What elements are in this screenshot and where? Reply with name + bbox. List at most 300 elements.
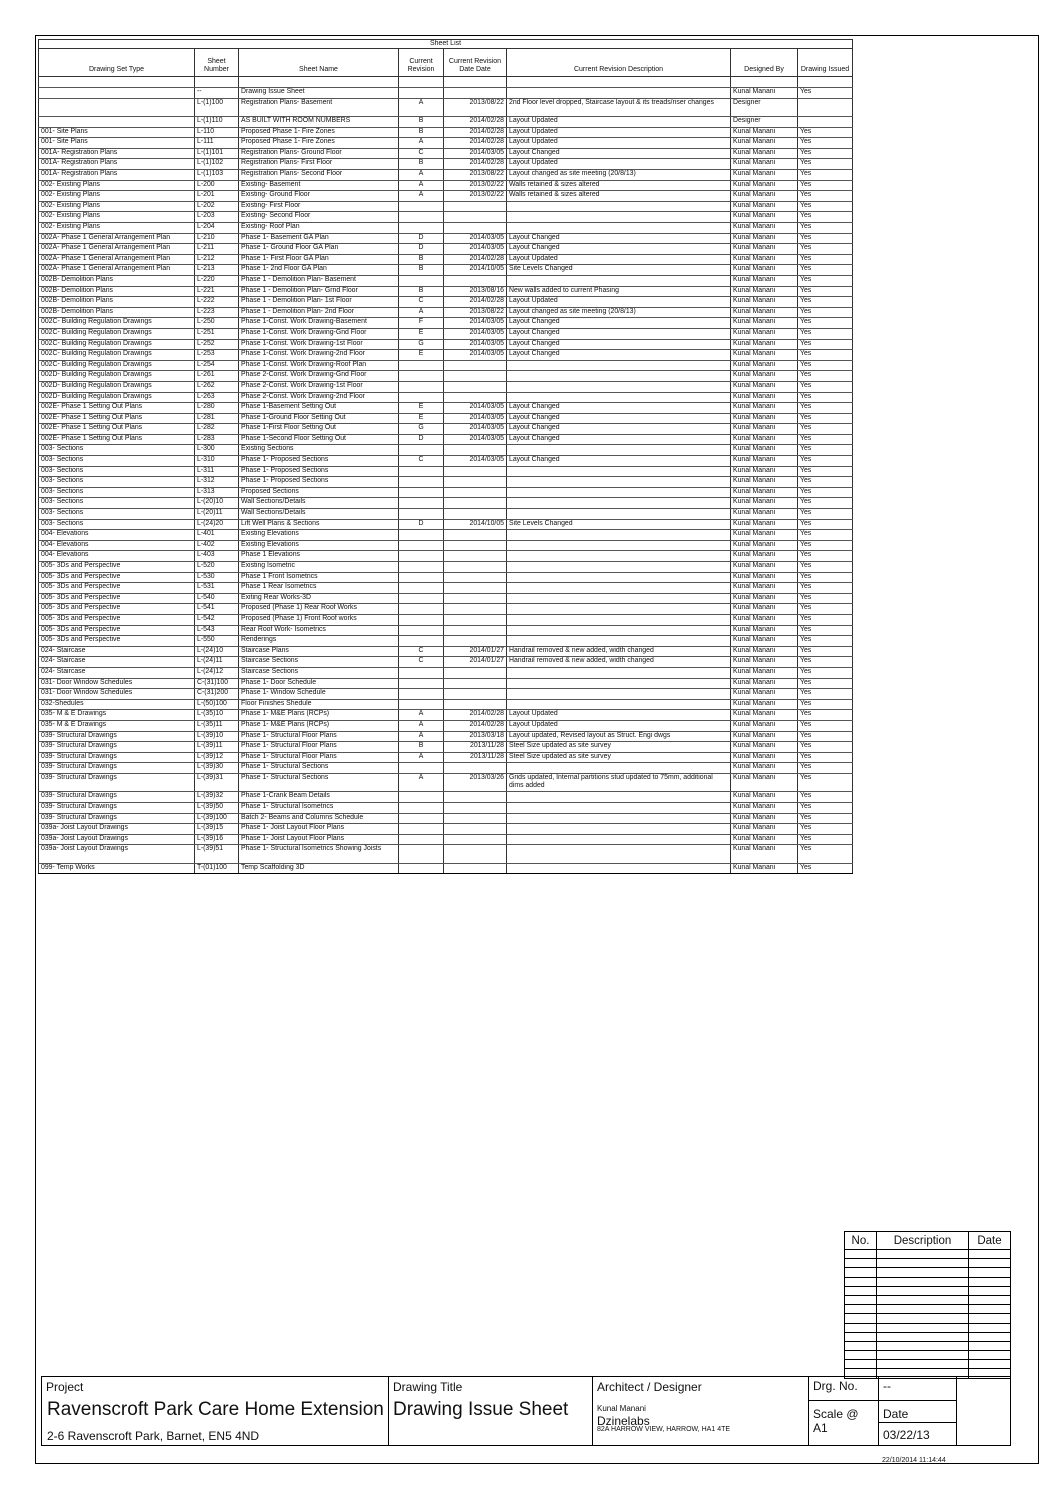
sheet-number-cell: L-220: [195, 275, 239, 286]
project-cell: [42, 1377, 389, 1445]
drawing-set-type-cell: 001A- Registration Plans: [39, 170, 195, 181]
drawing-issued-cell: Yes: [798, 318, 853, 329]
architect-firm: Dzinelabs: [597, 1414, 650, 1428]
designed-by-cell: Kunal Manani: [731, 625, 798, 636]
sheet-name-cell: Phase 1-Const. Work Drawing-Basement: [239, 318, 399, 329]
designed-by-cell: Kunal Manani: [731, 834, 798, 845]
designed-by-cell: Kunal Manani: [731, 170, 798, 181]
current-revision-cell: [399, 802, 444, 813]
designed-by-cell: Kunal Manani: [731, 445, 798, 456]
sheet-name-cell: Registration Plans- Second Floor: [239, 170, 399, 181]
sheet-number-cell: L-(1)101: [195, 148, 239, 159]
sheet-number-cell: L-110: [195, 127, 239, 138]
revision-description-cell: Layout updated, Revised layout as Struct. Engi dwgs: [507, 731, 731, 742]
table-row: [39, 350, 853, 361]
table-row: [39, 360, 853, 371]
drawing-issued-cell: Yes: [798, 127, 853, 138]
revision-description-cell: Layout Changed: [507, 318, 731, 329]
revision-description-cell: [507, 824, 731, 835]
drawing-set-type-cell: 001- Site Plans: [39, 127, 195, 138]
sheet-name-cell: Phase 1- M&E Plans (RCPs): [239, 710, 399, 721]
drawing-issued-cell: Yes: [798, 530, 853, 541]
spacer-row: [39, 77, 853, 88]
current-revision-cell: E: [399, 403, 444, 414]
drawing-set-type-cell: 039- Structural Drawings: [39, 773, 195, 792]
revision-cell: [845, 1314, 877, 1323]
revision-date-cell: [444, 792, 507, 803]
sheet-name-cell: Batch 2- Beams and Columns Schedule: [239, 813, 399, 824]
revision-cell: [969, 1277, 1011, 1286]
revision-date-cell: [444, 699, 507, 710]
revision-description-cell: Layout Changed: [507, 403, 731, 414]
revision-cell: [877, 1305, 969, 1314]
revision-date-cell: 2014/02/28: [444, 297, 507, 308]
designed-by-cell: Kunal Manani: [731, 350, 798, 361]
drawing-issued-cell: Yes: [798, 636, 853, 647]
drawing-issued-cell: Yes: [798, 863, 853, 874]
sheet-name-cell: Phase 1- Proposed Sections: [239, 466, 399, 477]
table-row: [39, 824, 853, 835]
scale-label: Scale @ A1: [809, 1401, 879, 1445]
sheet-name-cell: Registration Plans- First Floor: [239, 159, 399, 170]
revision-description-cell: [507, 87, 731, 98]
sheet-number-cell: L-(20)11: [195, 509, 239, 520]
revision-date-cell: 2014/03/05: [444, 413, 507, 424]
revision-date-cell: 2014/02/28: [444, 710, 507, 721]
drawing-issued-cell: Yes: [798, 625, 853, 636]
current-revision-cell: [399, 667, 444, 678]
current-revision-cell: C: [399, 657, 444, 668]
sheet-number-cell: L-210: [195, 233, 239, 244]
revision-row: [845, 1286, 1011, 1295]
sheet-name-cell: Phase 1-Basement Setting Out: [239, 403, 399, 414]
revision-description-cell: Site Levels Changed: [507, 519, 731, 530]
drawing-issued-cell: Yes: [798, 572, 853, 583]
drawing-issued-cell: Yes: [798, 275, 853, 286]
revision-description-cell: Layout Changed: [507, 328, 731, 339]
drawing-issued-cell: Yes: [798, 87, 853, 98]
drawing-issued-cell: Yes: [798, 813, 853, 824]
revision-date-cell: [444, 604, 507, 615]
revision-date-cell: 2013/02/22: [444, 180, 507, 191]
drawing-issued-cell: Yes: [798, 689, 853, 700]
drawing-set-type-cell: 005- 3Ds and Perspective: [39, 562, 195, 573]
revision-description-header: Current Revision Description: [507, 49, 731, 77]
table-row: [39, 583, 853, 594]
table-row: [39, 434, 853, 445]
sheet-number-cell: L-(24)10: [195, 646, 239, 657]
revision-cell: [969, 1332, 1011, 1341]
sheet-number-cell: L-204: [195, 223, 239, 234]
current-revision-cell: E: [399, 328, 444, 339]
designed-by-cell: Kunal Manani: [731, 646, 798, 657]
current-revision-cell: G: [399, 339, 444, 350]
drawing-set-type-cell: 002A- Phase 1 General Arrangement Plan: [39, 254, 195, 265]
sheet-list-title: Sheet List: [39, 40, 853, 49]
drawing-issued-cell: Yes: [798, 212, 853, 223]
revision-date-cell: 2013/11/28: [444, 752, 507, 763]
drawing-issued-cell: Yes: [798, 201, 853, 212]
sheet-number-cell: L-(39)12: [195, 752, 239, 763]
sheet-number-cell: L-543: [195, 625, 239, 636]
revision-date-cell: 2014/03/05: [444, 339, 507, 350]
drawing-issued-cell: Yes: [798, 286, 853, 297]
designed-by-header: Designed By: [731, 49, 798, 77]
revision-description-cell: [507, 614, 731, 625]
table-row: [39, 646, 853, 657]
sheet-name-cell: Phase 1 - Demolition Plan- 1st Floor: [239, 297, 399, 308]
revision-description-cell: [507, 540, 731, 551]
designed-by-cell: Kunal Manani: [731, 487, 798, 498]
revision-description-header: Description: [877, 1232, 969, 1250]
sheet-number-cell: L-(1)100: [195, 98, 239, 117]
table-row: [39, 392, 853, 403]
drawing-issued-cell: Yes: [798, 720, 853, 731]
sheet-name-cell: Phase 1- Structural Isometrics Showing Joists: [239, 845, 399, 864]
designed-by-cell: Kunal Manani: [731, 802, 798, 813]
drawing-set-type-cell: [39, 87, 195, 98]
revision-description-cell: Walls retained & sizes altered: [507, 180, 731, 191]
sheet-number-cell: L-313: [195, 487, 239, 498]
revision-row: [845, 1277, 1011, 1286]
designed-by-cell: Kunal Manani: [731, 148, 798, 159]
revision-row: [845, 1332, 1011, 1341]
current-revision-cell: [399, 381, 444, 392]
revision-cell: [877, 1351, 969, 1360]
table-row: [39, 98, 853, 117]
revision-date-cell: [444, 763, 507, 774]
revision-description-cell: [507, 689, 731, 700]
sheet-name-cell: Phase 1-Const. Work Drawing-2nd Floor: [239, 350, 399, 361]
sheet-name-cell: AS BUILT WITH ROOM NUMBERS: [239, 117, 399, 128]
drawing-set-type-cell: 024- Staircase: [39, 646, 195, 657]
drawing-issued-cell: Yes: [798, 509, 853, 520]
current-revision-cell: A: [399, 752, 444, 763]
drawing-set-type-cell: 039- Structural Drawings: [39, 763, 195, 774]
sheet-number-cell: L-222: [195, 297, 239, 308]
revision-date-cell: 2014/02/28: [444, 254, 507, 265]
sheet-name-cell: Existing- Roof Plan: [239, 223, 399, 234]
table-row: [39, 159, 853, 170]
table-row: [39, 742, 853, 753]
designed-by-cell: Kunal Manani: [731, 699, 798, 710]
revision-date-cell: 2014/03/05: [444, 456, 507, 467]
drawing-set-type-cell: 039- Structural Drawings: [39, 802, 195, 813]
sheet-name-cell: Phase 1-First Floor Setting Out: [239, 424, 399, 435]
drawing-issued-cell: Yes: [798, 307, 853, 318]
revision-description-cell: [507, 834, 731, 845]
revision-description-cell: Steel Size updated as site survey: [507, 742, 731, 753]
revision-description-cell: [507, 792, 731, 803]
current-revision-cell: C: [399, 456, 444, 467]
revision-description-cell: [507, 360, 731, 371]
revision-date-cell: 2014/02/28: [444, 720, 507, 731]
table-row: [39, 551, 853, 562]
sheet-number-cell: L-201: [195, 191, 239, 202]
table-row: [39, 625, 853, 636]
sheet-number-cell: L-(39)51: [195, 845, 239, 864]
sheet-number-cell: L-(39)31: [195, 773, 239, 792]
revision-date-cell: 2014/03/05: [444, 424, 507, 435]
sheet-number-cell: L-(39)30: [195, 763, 239, 774]
revision-description-cell: Layout Changed: [507, 424, 731, 435]
table-row: [39, 699, 853, 710]
sheet-name-cell: Phase 1- Proposed Sections: [239, 477, 399, 488]
current-revision-cell: B: [399, 159, 444, 170]
drawing-set-type-cell: 002C- Building Regulation Drawings: [39, 360, 195, 371]
current-revision-cell: D: [399, 519, 444, 530]
revision-date-cell: 2013/11/28: [444, 742, 507, 753]
drawing-issued-cell: Yes: [798, 604, 853, 615]
drawing-set-type-cell: 099- Temp Works: [39, 863, 195, 874]
revision-cell: [969, 1341, 1011, 1350]
revision-description-cell: Layout Updated: [507, 254, 731, 265]
revision-date-cell: [444, 562, 507, 573]
current-revision-cell: [399, 593, 444, 604]
current-revision-cell: [399, 699, 444, 710]
revision-description-cell: [507, 583, 731, 594]
sheet-name-cell: Phase 1- M&E Plans (RCPs): [239, 720, 399, 731]
drawing-set-type-cell: 004- Elevations: [39, 551, 195, 562]
sheet-number-cell: L-(20)10: [195, 498, 239, 509]
drawing-set-type-cell: 002E- Phase 1 Setting Out Plans: [39, 413, 195, 424]
drawing-set-type-cell: 002C- Building Regulation Drawings: [39, 339, 195, 350]
revision-description-cell: [507, 802, 731, 813]
designed-by-cell: Kunal Manani: [731, 254, 798, 265]
drawing-issued-cell: Yes: [798, 244, 853, 255]
drawing-set-type-cell: 004- Elevations: [39, 540, 195, 551]
drawing-set-type-cell: 002C- Building Regulation Drawings: [39, 350, 195, 361]
print-timestamp: 22/10/2014 11:14:44: [882, 1457, 946, 1464]
table-row: [39, 845, 853, 864]
revision-description-cell: Layout Updated: [507, 138, 731, 149]
project-address: 2-6 Ravenscroft Park, Barnet, EN5 4ND: [47, 1429, 260, 1443]
current-revision-cell: A: [399, 180, 444, 191]
revision-date-cell: [444, 593, 507, 604]
table-row: [39, 792, 853, 803]
revision-date-cell: [444, 572, 507, 583]
revision-cell: [877, 1277, 969, 1286]
drawing-issued-cell: [798, 98, 853, 117]
table-row: [39, 445, 853, 456]
revision-description-cell: [507, 551, 731, 562]
table-row: [39, 339, 853, 350]
designed-by-cell: Kunal Manani: [731, 678, 798, 689]
project-name: Ravenscroft Park Care Home Extension: [47, 1399, 384, 1420]
revision-description-cell: Layout changed as site meeting (20/8/13): [507, 307, 731, 318]
current-revision-cell: [399, 834, 444, 845]
revision-description-cell: Handrail removed & new added, width changed: [507, 646, 731, 657]
drawing-issued-header: Drawing Issued: [798, 49, 853, 77]
current-revision-cell: C: [399, 148, 444, 159]
revision-cell: [969, 1305, 1011, 1314]
sheet-number-cell: L-530: [195, 572, 239, 583]
revision-cell: [877, 1341, 969, 1350]
drawing-issued-cell: Yes: [798, 265, 853, 276]
designed-by-cell: Kunal Manani: [731, 773, 798, 792]
revision-row: [845, 1305, 1011, 1314]
designed-by-cell: Kunal Manani: [731, 371, 798, 382]
drawing-issued-cell: Yes: [798, 792, 853, 803]
sheet-number-cell: --: [195, 87, 239, 98]
sheet-name-cell: Phase 1- Joist Layout Floor Plans: [239, 824, 399, 835]
current-revision-header: Current Revision: [399, 49, 444, 77]
table-row: [39, 540, 853, 551]
table-row: [39, 318, 853, 329]
drawing-issued-cell: Yes: [798, 138, 853, 149]
drawing-set-type-cell: 002C- Building Regulation Drawings: [39, 318, 195, 329]
date-label: Date: [879, 1401, 957, 1423]
current-revision-cell: [399, 360, 444, 371]
sheet-name-cell: Renderings: [239, 636, 399, 647]
sheet-name-cell: Existing- Second Floor: [239, 212, 399, 223]
revision-date-cell: [444, 667, 507, 678]
current-revision-cell: [399, 223, 444, 234]
current-revision-cell: C: [399, 646, 444, 657]
drawing-set-type-cell: 002D- Building Regulation Drawings: [39, 371, 195, 382]
drawing-set-type-cell: 002- Existing Plans: [39, 223, 195, 234]
drawing-issued-cell: Yes: [798, 593, 853, 604]
designed-by-cell: Kunal Manani: [731, 413, 798, 424]
revision-date-cell: [444, 802, 507, 813]
revision-description-cell: [507, 445, 731, 456]
current-revision-cell: A: [399, 731, 444, 742]
drawing-set-type-cell: 032-Shedules: [39, 699, 195, 710]
drawing-set-type-cell: 002- Existing Plans: [39, 191, 195, 202]
drawing-issued-cell: Yes: [798, 170, 853, 181]
sheet-number-cell: L-542: [195, 614, 239, 625]
drawing-issued-cell: Yes: [798, 667, 853, 678]
current-revision-cell: B: [399, 127, 444, 138]
designed-by-cell: Kunal Manani: [731, 742, 798, 753]
revision-description-cell: [507, 530, 731, 541]
designed-by-cell: Kunal Manani: [731, 720, 798, 731]
table-row: [39, 614, 853, 625]
revision-description-cell: Layout Updated: [507, 720, 731, 731]
sheet-number-cell: L-(39)15: [195, 824, 239, 835]
table-row: [39, 802, 853, 813]
revision-description-cell: [507, 636, 731, 647]
table-row: [39, 530, 853, 541]
revision-date-cell: [444, 678, 507, 689]
sheet-name-cell: Phase 1 - Demolition Plan- 2nd Floor: [239, 307, 399, 318]
sheet-number-cell: L-(39)32: [195, 792, 239, 803]
revision-date-cell: 2014/03/05: [444, 233, 507, 244]
drawing-set-type-cell: 001A- Registration Plans: [39, 148, 195, 159]
drawing-issued-cell: Yes: [798, 845, 853, 864]
designed-by-cell: Kunal Manani: [731, 813, 798, 824]
designed-by-cell: Kunal Manani: [731, 307, 798, 318]
designed-by-cell: Kunal Manani: [731, 530, 798, 541]
designed-by-cell: Kunal Manani: [731, 551, 798, 562]
drawing-set-type-cell: 005- 3Ds and Perspective: [39, 636, 195, 647]
revision-date-cell: [444, 275, 507, 286]
drawing-issued-cell: Yes: [798, 699, 853, 710]
current-revision-cell: B: [399, 742, 444, 753]
drawing-set-type-cell: 003- Sections: [39, 445, 195, 456]
current-revision-cell: [399, 371, 444, 382]
drawing-issued-cell: Yes: [798, 223, 853, 234]
revision-date-cell: [444, 614, 507, 625]
designed-by-cell: Designer: [731, 98, 798, 117]
current-revision-cell: A: [399, 307, 444, 318]
current-revision-cell: E: [399, 413, 444, 424]
current-revision-cell: [399, 392, 444, 403]
revision-date-cell: 2014/01/27: [444, 657, 507, 668]
revision-cell: [877, 1268, 969, 1277]
table-row: [39, 604, 853, 615]
revision-row: [845, 1341, 1011, 1350]
table-row: [39, 233, 853, 244]
table-row: [39, 223, 853, 234]
revision-cell: [845, 1360, 877, 1369]
drawing-issued-cell: Yes: [798, 434, 853, 445]
sheet-name-cell: Proposed (Phase 1) Rear Roof Works: [239, 604, 399, 615]
table-row: [39, 689, 853, 700]
current-revision-cell: [399, 445, 444, 456]
revision-date-cell: [444, 530, 507, 541]
drawing-issued-cell: Yes: [798, 487, 853, 498]
current-revision-cell: [399, 275, 444, 286]
revision-date-cell: [444, 824, 507, 835]
revision-description-cell: [507, 678, 731, 689]
drawing-set-type-cell: 005- 3Ds and Perspective: [39, 625, 195, 636]
table-row: [39, 371, 853, 382]
table-row: [39, 328, 853, 339]
revision-description-cell: [507, 813, 731, 824]
title-block: [41, 1376, 1011, 1446]
drawing-set-type-cell: 002- Existing Plans: [39, 180, 195, 191]
revision-date-cell: [444, 466, 507, 477]
drawing-set-type-cell: [39, 98, 195, 117]
designed-by-cell: Kunal Manani: [731, 466, 798, 477]
revision-date-cell: [444, 223, 507, 234]
drawing-issued-cell: Yes: [798, 381, 853, 392]
drawing-set-type-cell: 039- Structural Drawings: [39, 742, 195, 753]
revision-description-cell: [507, 625, 731, 636]
drawing-set-type-cell: 039a- Joist Layout Drawings: [39, 824, 195, 835]
designed-by-cell: Kunal Manani: [731, 328, 798, 339]
drawing-set-type-cell: 035- M & E Drawings: [39, 720, 195, 731]
revision-row: [845, 1314, 1011, 1323]
sheet-number-cell: L-(39)11: [195, 742, 239, 753]
revision-description-cell: [507, 371, 731, 382]
architect-label: Architect / Designer: [597, 1380, 702, 1394]
revision-description-cell: [507, 604, 731, 615]
table-row: [39, 424, 853, 435]
drawing-issued-cell: Yes: [798, 657, 853, 668]
revision-date-cell: [444, 863, 507, 874]
table-row: [39, 403, 853, 414]
revision-date-cell: 2014/10/05: [444, 519, 507, 530]
designed-by-cell: Kunal Manani: [731, 180, 798, 191]
revision-date-cell: [444, 487, 507, 498]
sheet-name-cell: Phase 1- Joist Layout Floor Plans: [239, 834, 399, 845]
drawing-issued-cell: Yes: [798, 752, 853, 763]
revision-date-cell: 2014/02/28: [444, 159, 507, 170]
sheet-number-cell: L-263: [195, 392, 239, 403]
sheet-number-cell: L-401: [195, 530, 239, 541]
designed-by-cell: Kunal Manani: [731, 223, 798, 234]
drawing-set-type-cell: 031- Door Window Schedules: [39, 678, 195, 689]
revision-date-cell: 2014/02/28: [444, 117, 507, 128]
current-revision-cell: [399, 792, 444, 803]
revision-description-cell: New walls added to current Phasing: [507, 286, 731, 297]
sheet-number-cell: L-(35)11: [195, 720, 239, 731]
drawing-issued-cell: Yes: [798, 498, 853, 509]
table-row: [39, 477, 853, 488]
sheet-name-cell: Phase 1- Structural Floor Plans: [239, 731, 399, 742]
